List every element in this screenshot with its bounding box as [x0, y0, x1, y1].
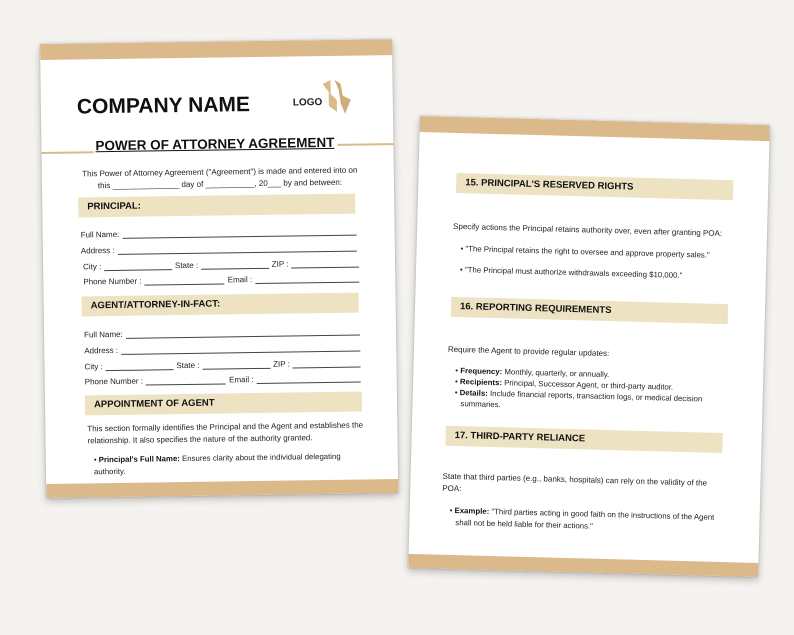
bottom-accent-bar	[408, 554, 758, 577]
principal-full-name-field[interactable]	[81, 227, 357, 240]
principal-phone-email-field[interactable]	[83, 274, 359, 287]
document-title: POWER OF ATTORNEY AGREEMENT	[95, 134, 335, 154]
appointment-bullet: • Principal's Full Name: Ensures clarity about the individual delegating authority.	[93, 451, 341, 477]
label: ZIP :	[271, 259, 289, 269]
label: State :	[176, 360, 200, 371]
label: Full Name:	[84, 329, 123, 340]
logo-text: LOGO	[292, 97, 323, 109]
section-17-text: State that third parties (e.g., banks, hospitals) can rely on the validity of the POA:	[442, 471, 708, 494]
section-16-bullets	[454, 365, 725, 416]
section-15-bullet: • "The Principal retains the right to oversee and approve property sales."	[460, 244, 710, 260]
label: Full Name:	[80, 229, 120, 240]
top-accent-bar	[40, 39, 392, 60]
intro-line-1: This Power of Attorney Agreement ("Agreement") is made and entered into on	[82, 165, 358, 179]
bottom-accent-bar	[46, 479, 398, 498]
document-page-2	[408, 116, 770, 577]
label: State :	[174, 260, 199, 271]
label: City :	[83, 262, 102, 272]
company-name: COMPANY NAME	[76, 93, 251, 119]
section-16-text: Require the Agent to provide regular updates:	[447, 344, 610, 359]
bullet-label: Principal's Full Name:	[98, 454, 180, 465]
label: Address :	[80, 245, 115, 256]
section-17-bullet: • Example: "Third parties acting in good faith on the instructions of the Agent shall not be held liable for their actions."	[449, 505, 715, 531]
label: City :	[84, 362, 103, 372]
title-rule-right	[337, 143, 393, 146]
section-15-text: Specify actions the Principal retains authority over, even after granting POA:	[453, 221, 723, 238]
bullet-recipients: • Recipients: Principal, Successor Agent, or third-party auditor.	[454, 377, 674, 392]
agent-full-name-field[interactable]	[84, 327, 360, 340]
label: ZIP :	[273, 359, 290, 369]
bullet-details: • Details: Include financial reports, transaction logs, or medical decision summaries.	[454, 388, 703, 410]
label: Phone Number :	[83, 276, 142, 287]
section-16-heading: 16. REPORTING REQUIREMENTS	[451, 297, 728, 324]
bullet-label: Example:	[454, 506, 490, 516]
document-page-1	[40, 39, 398, 498]
section-principal: PRINCIPAL:	[78, 194, 355, 218]
appointment-text: This section formally identifies the Principal and the Agent and establishes the relationship. It also specifies the nature of the authority granted.	[87, 420, 364, 446]
bullet-frequency: • Frequency: Monthly, quarterly, or annually.	[455, 366, 610, 380]
intro-text	[80, 165, 360, 193]
label: Address :	[84, 345, 119, 356]
agent-address-field[interactable]	[84, 343, 360, 356]
section-agent: AGENT/ATTORNEY-IN-FACT:	[82, 293, 359, 317]
logo-icon	[319, 78, 356, 116]
label: Phone Number :	[84, 376, 144, 387]
bullet-text: Ensures clarity about the individual delegating authority.	[93, 451, 341, 477]
top-accent-bar	[420, 116, 770, 141]
bullet-text: "The Principal retains the right to oversee and approve property sales."	[465, 244, 710, 260]
principal-address-field[interactable]	[81, 243, 357, 256]
label: Email :	[227, 275, 253, 285]
section-15-heading: 15. PRINCIPAL'S RESERVED RIGHTS	[456, 173, 733, 200]
label: Email :	[229, 375, 254, 385]
bullet-text: "Third parties acting in good faith on the instructions of the Agent shall not be held liable for their actions."	[455, 506, 715, 531]
bullet-text: "The Principal must authorize withdrawals exceeding $10,000."	[464, 265, 683, 280]
section-15-bullet: • "The Principal must authorize withdrawals exceeding $10,000."	[459, 265, 683, 280]
intro-line-2: this _______________ day of ___________, 20___ by and between:	[97, 177, 343, 191]
agent-city-state-zip-field[interactable]	[84, 359, 360, 372]
section-17-heading: 17. THIRD-PARTY RELIANCE	[445, 426, 722, 453]
agent-phone-email-field[interactable]	[85, 374, 361, 387]
section-appointment: APPOINTMENT OF AGENT	[85, 392, 362, 416]
title-rule-left	[42, 151, 94, 154]
principal-city-state-zip-field[interactable]	[83, 259, 359, 272]
